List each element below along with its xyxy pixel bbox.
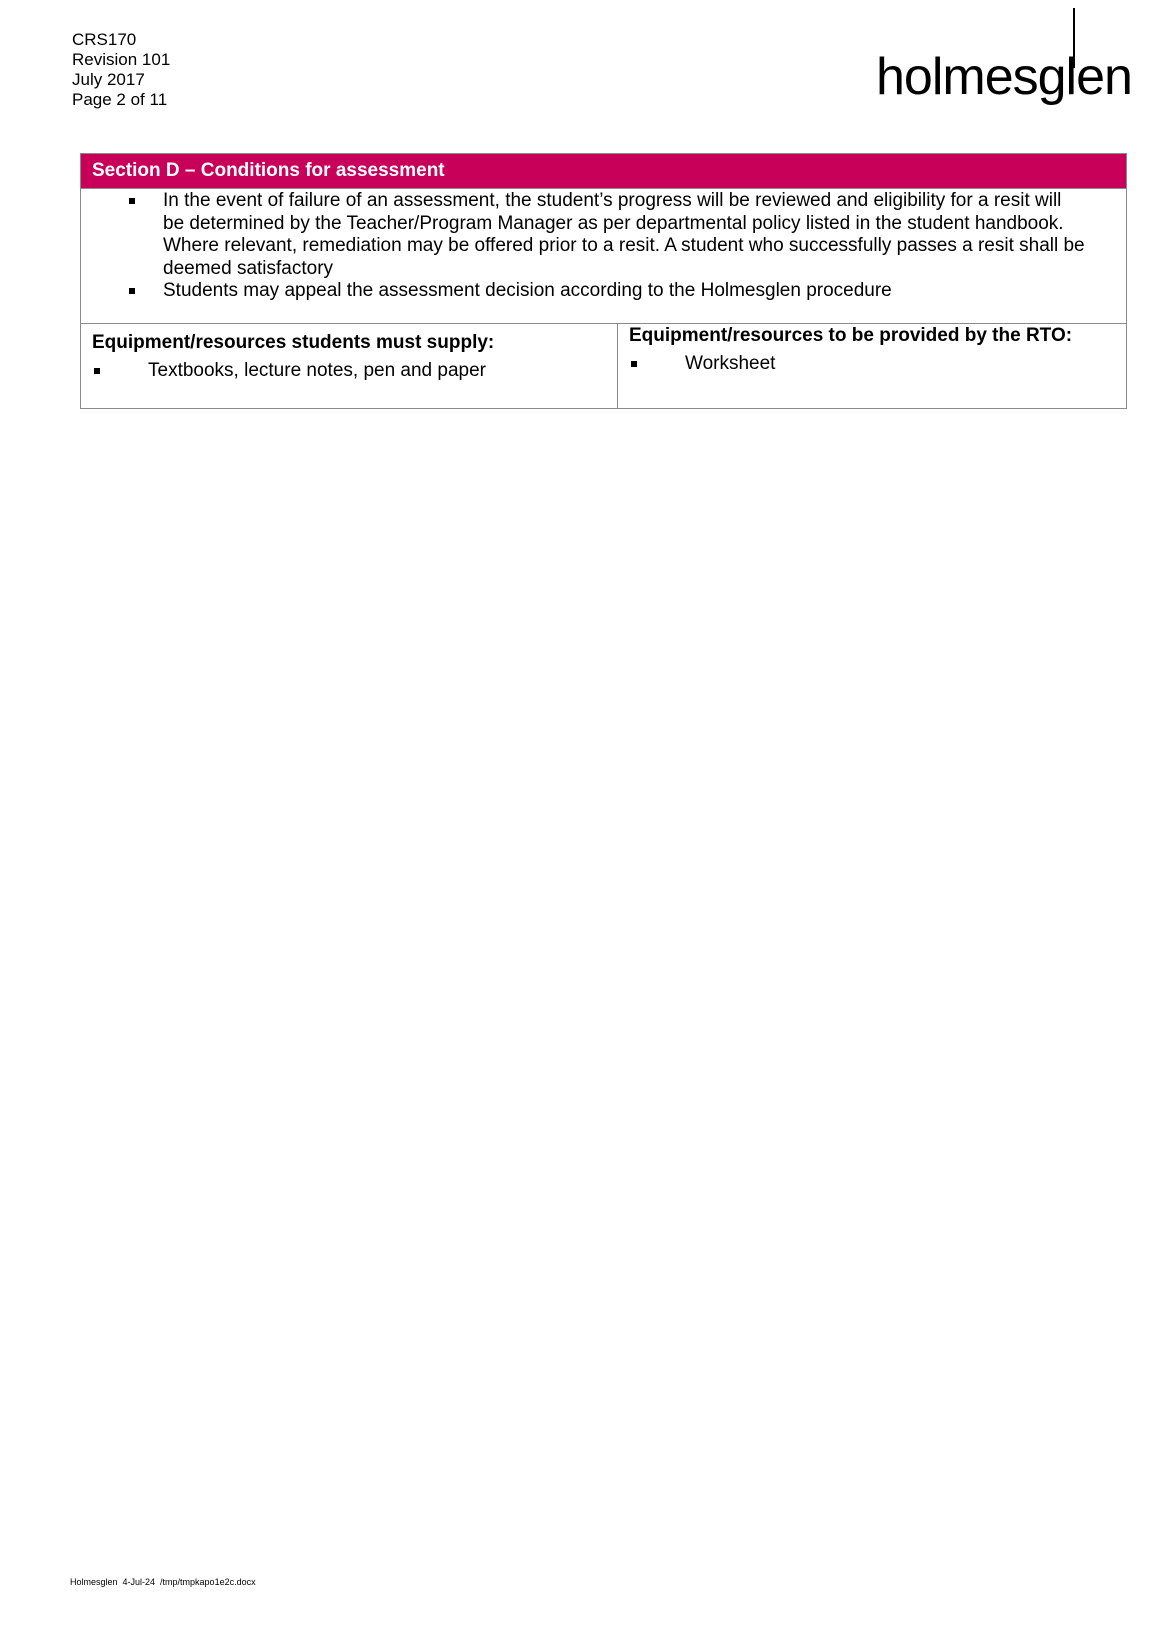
bullet-icon (94, 368, 100, 374)
list-item: Worksheet (629, 353, 1126, 375)
page-number: Page 2 of 11 (72, 90, 168, 109)
list-item: Textbooks, lecture notes, pen and paper (92, 360, 617, 382)
doc-code: CRS170 (72, 30, 137, 49)
conditions-list (81, 189, 1126, 324)
rto-equipment-title: Equipment/resources to be provided by the RTO: (629, 324, 1073, 346)
doc-date: July 2017 (72, 70, 145, 89)
rto-equipment-cell (618, 324, 1126, 408)
list-item: In the event of failure of an assessment, the student’s progress will be reviewed and eligibility for a resit will be determined by the Teacher/Program Manager as per departmental policy listed in the student handbook. Where relevant, remediation may be offered prior to a resit. A student who successfully passes a resit shall be deemed satisfactory (81, 190, 1118, 280)
student-equipment-cell (81, 324, 618, 408)
bullet-icon (631, 361, 637, 367)
logo-text: holmesglen (876, 48, 1132, 106)
bullet-icon (129, 198, 135, 204)
student-equipment-title: Equipment/resources students must supply: (92, 331, 495, 353)
bullet-icon (129, 288, 135, 294)
page-footer: Holmesglen 4-Jul-24 /tmp/tmpkapo1e2c.docx (70, 1577, 256, 1587)
section-d-header: Section D – Conditions for assessment (81, 154, 1126, 189)
equipment-row (81, 324, 1126, 408)
conditions-table (80, 153, 1127, 409)
list-item: Students may appeal the assessment decision according to the Holmesglen procedure (81, 280, 1118, 303)
revision: Revision 101 (72, 50, 171, 69)
document-meta (72, 30, 170, 110)
holmesglen-logo (876, 6, 1132, 116)
